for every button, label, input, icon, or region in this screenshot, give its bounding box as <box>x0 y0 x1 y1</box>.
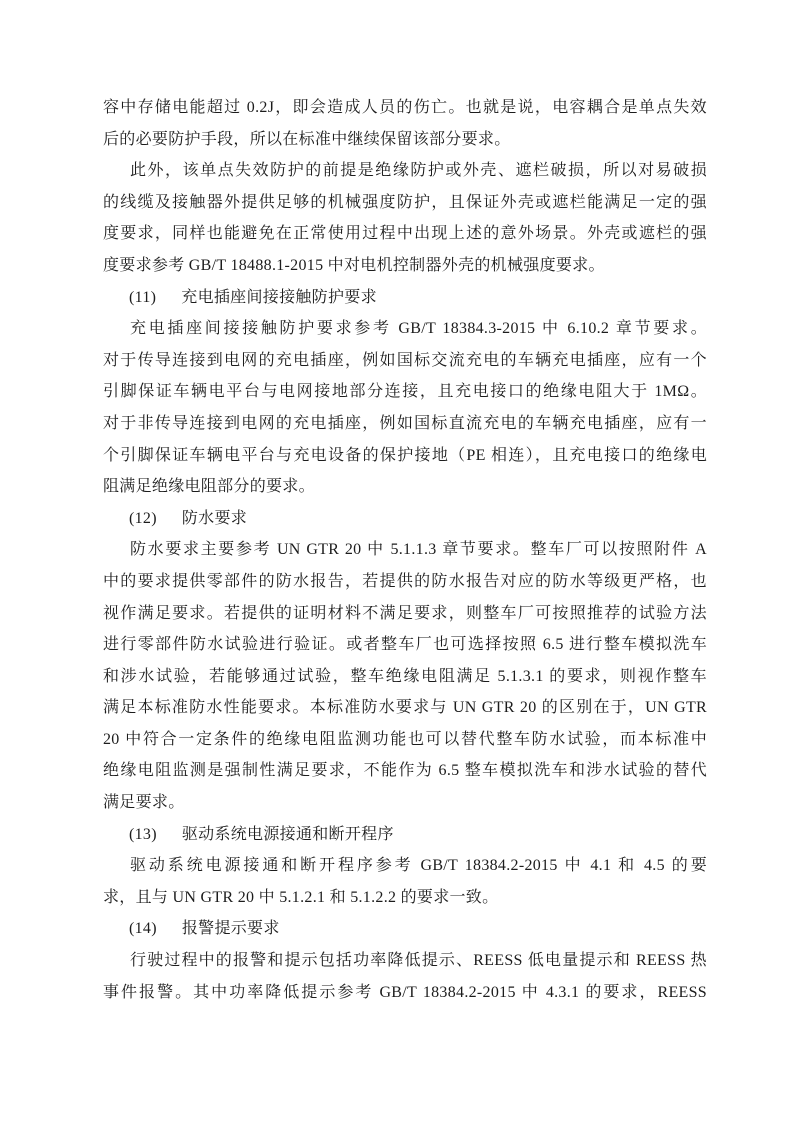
text-line: 求，且与 UN GTR 20 中 5.1.2.1 和 5.1.2.2 的要求一致。 <box>103 888 499 906</box>
text-line: 个引脚保证车辆电平台与充电设备的保护接地（PE 相连），且充电接口的绝缘电 <box>103 446 707 464</box>
text-line: 容中存储电能超过 0.2J，即会造成人员的伤亡。也就是说，电容耦合是单点失效 <box>103 99 707 116</box>
section-heading <box>103 503 707 535</box>
heading-title: 报警提示要求 <box>181 920 280 938</box>
text-line: 此外，该单点失效防护的前提是绝缘防护或外壳、遮栏破损，所以对易破损 <box>130 162 707 180</box>
heading-title: 驱动系统电源接通和断开程序 <box>181 825 394 843</box>
section-heading <box>103 282 707 314</box>
text-line: 对于非传导连接到电网的充电插座，例如国标直流充电的车辆充电插座，应有一 <box>103 414 707 432</box>
text-line: 后的必要防护手段，所以在标准中继续保留该部分要求。 <box>103 130 511 148</box>
text-line: 绝缘电阻监测是强制性满足要求，不能作为 6.5 整车模拟洗车和涉水试验的替代 <box>103 762 707 780</box>
text-line: 满足要求。 <box>103 794 185 812</box>
heading-label: (14) <box>129 920 157 938</box>
text-line: 满足本标准防水性能要求。本标准防水要求与 UN GTR 20 的区别在于，UN GTR <box>103 699 707 717</box>
text-line: 的线缆及接触器外提供足够的机械强度防护，且保证外壳或遮栏能满足一定的强 <box>103 193 707 211</box>
text-line: 对于传导连接到电网的充电插座，例如国标交流充电的车辆充电插座，应有一个 <box>103 351 707 369</box>
text-line: 阻满足绝缘电阻部分的要求。 <box>103 478 315 496</box>
text-line: 和涉水试验，若能够通过试验，整车绝缘电阻满足 5.1.3.1 的要求，则视作整车 <box>103 667 707 685</box>
section-heading <box>103 913 707 945</box>
text-line: 引脚保证车辆电平台与电网接地部分连接，且充电接口的绝缘电阻大于 1MΩ。 <box>103 383 707 401</box>
text-line: 行驶过程中的报警和提示包括功率降低提示、REESS 低电量提示和 REESS 热 <box>130 952 707 970</box>
text-line: 充电插座间接接触防护要求参考 GB/T 18384.3-2015 中 6.10.2 章节要求。 <box>130 320 707 338</box>
text-line: 度要求参考 GB/T 18488.1-2015 中对电机控制器外壳的机械强度要求。 <box>103 256 605 274</box>
heading-title: 充电插座间接接触防护要求 <box>181 288 377 306</box>
heading-label: (11) <box>129 288 157 306</box>
text-line: 进行零部件防水试验进行验证。或者整车厂也可选择按照 6.5 进行整车模拟洗车 <box>103 636 707 654</box>
heading-title: 防水要求 <box>181 509 248 527</box>
heading-label: (12) <box>129 509 157 527</box>
heading-label: (13) <box>129 825 157 843</box>
text-line: 事件报警。其中功率降低提示参考 GB/T 18384.2-2015 中 4.3.1 的要求，REESS <box>103 983 707 1001</box>
text-line: 视作满足要求。若提供的证明材料不满足要求，则整车厂可按照推荐的试验方法 <box>103 604 707 622</box>
document-body <box>103 92 707 1008</box>
text-line: 中的要求提供零部件的防水报告，若提供的防水报告对应的防水等级更严格，也 <box>103 572 707 590</box>
section-heading <box>103 819 707 851</box>
text-line: 防水要求主要参考 UN GTR 20 中 5.1.1.3 章节要求。整车厂可以按照附件 A <box>130 541 707 559</box>
text-line: 度要求，同样也能避免在正常使用过程中出现上述的意外场景。外壳或遮栏的强 <box>103 225 707 243</box>
text-line: 驱动系统电源接通和断开程序参考 GB/T 18384.2-2015 中 4.1 和 4.5 的要 <box>130 857 707 875</box>
text-line: 20 中符合一定条件的绝缘电阻监测功能也可以替代整车防水试验，而本标准中 <box>103 730 707 748</box>
